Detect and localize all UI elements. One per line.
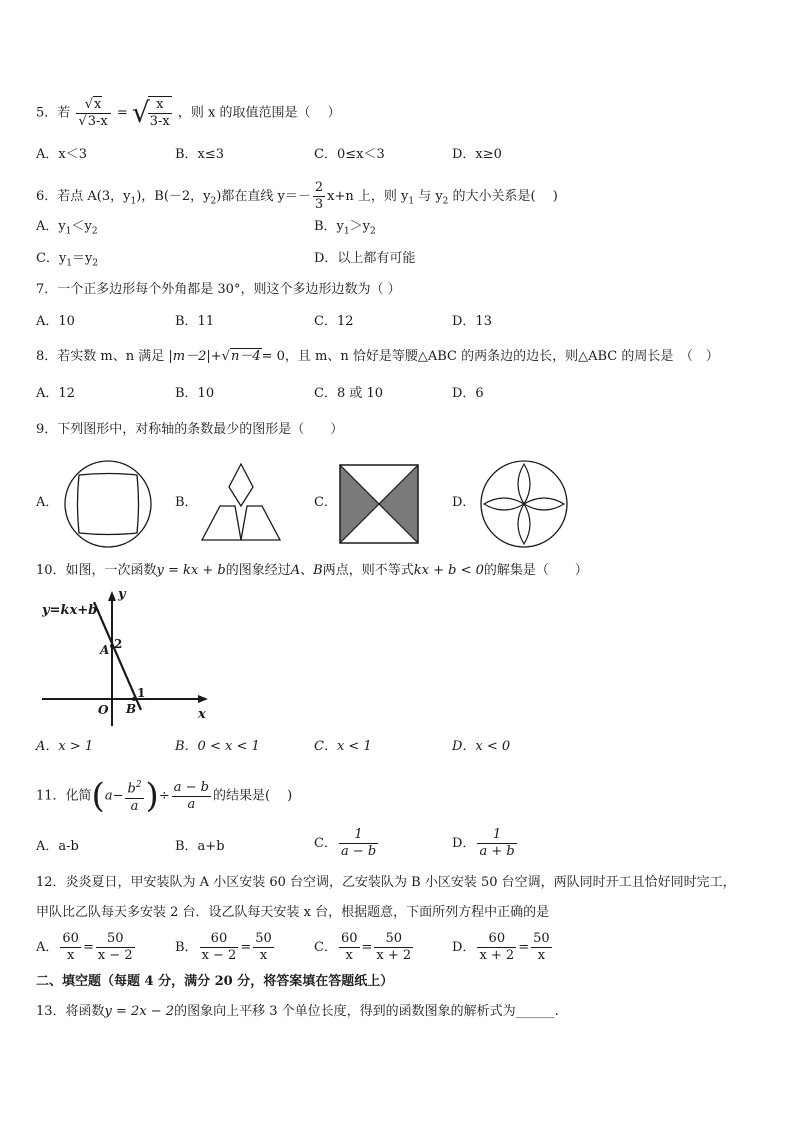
q5-option-a[interactable]: A．x＜3 <box>36 147 87 162</box>
q9-option-c[interactable]: C． <box>314 495 337 510</box>
q10-option-a[interactable]: A．x > 1 <box>36 739 94 754</box>
q12-option-a[interactable]: A． $\frac{60}{x}$ = $\frac{50}{x - 2}$ <box>36 931 133 963</box>
line-label: y=kx+b <box>42 603 98 618</box>
q7-option-c[interactable]: C．12 <box>314 314 354 329</box>
q5-option-b[interactable]: B．x≤3 <box>175 147 225 162</box>
q8-option-c[interactable]: C．8 或 10 <box>314 386 384 401</box>
q11-option-d[interactable]: D． $\frac{1}{a + b}$ <box>452 827 515 859</box>
q11-option-c[interactable]: C． $\frac{1}{a - b}$ <box>314 827 377 859</box>
q10-stem: 10．如图，一次函数y = kx + b的图象经过A、B两点，则不等式kx + b < 0的解集是（ ） <box>36 563 588 578</box>
q7-option-d[interactable]: D．13 <box>452 314 492 329</box>
q11-divisor-fraction: $\frac{a - b}{a}$ <box>173 779 209 812</box>
q6-fraction: $\frac{2}{3}$ <box>314 180 324 212</box>
q6-stem: 6．若点 A(3，$y_1$)，B(－2，$y_2$)都在直线 y＝－ $\frac{2}{3}$ x+n 上，则 $y_1$ 与 $y_2$ 的大小关系是( ) <box>36 180 558 212</box>
q10-graph <box>38 586 218 731</box>
q6-option-b[interactable]: B．$y_1>y_2$ <box>314 219 376 237</box>
q9-option-a[interactable]: A． <box>36 495 59 510</box>
q11-option-b[interactable]: B．a+b <box>175 839 225 854</box>
origin-label: O <box>98 703 109 717</box>
section-2-heading: 二、填空题（每题 4 分，满分 20 分，将答案填在答题纸上） <box>36 974 394 989</box>
x-axis-arrow-icon <box>198 695 208 703</box>
q8-abs-expr: |m－2| <box>168 349 211 364</box>
q9-stem: 9．下列图形中，对称轴的条数最少的图形是（ ） <box>36 422 344 437</box>
q5-option-c[interactable]: C．0≤x＜3 <box>314 147 385 162</box>
q12-stem-line1: 12．炎炎夏日，甲安装队为 A 小区安装 60 台空调，乙安装队为 B 小区安装 50 台空调，两队同时开工且恰好同时完工， <box>36 875 736 890</box>
q12-stem-line2: 甲队比乙队每天多安装 2 台．设乙队每天安装 x 台，根据题意，下面所列方程中正确的是 <box>36 905 550 920</box>
q9-option-d[interactable]: D． <box>452 495 476 510</box>
q7-stem: 7．一个正多边形每个外角都是 30°，则这个多边形边数为（ ） <box>36 282 401 297</box>
point-b <box>132 697 136 701</box>
q8-option-d[interactable]: D．6 <box>452 386 484 401</box>
q8-option-b[interactable]: B．10 <box>175 386 215 401</box>
q9-figure-b[interactable] <box>200 462 282 546</box>
q8-sqrt-expr: n－4 <box>230 349 261 364</box>
q9-option-b[interactable]: B． <box>175 495 198 510</box>
q7-option-b[interactable]: B．11 <box>175 314 215 329</box>
q7-option-a[interactable]: A．10 <box>36 314 75 329</box>
q8-option-a[interactable]: A．12 <box>36 386 75 401</box>
x-label: x <box>198 707 206 722</box>
q9-figure-d[interactable] <box>478 458 570 550</box>
q11-inner-fraction: $\frac{b^2}{a}$ <box>125 777 143 814</box>
q5-stem: 5．若 $\frac{√x}{√3-x}$ = √ $\frac{x}{3-x}$ ，则 x 的取值范围是（ ） <box>36 96 341 129</box>
q5-rhs-fraction: $\frac{x}{3-x}$ <box>149 97 170 129</box>
y-label: y <box>118 587 126 602</box>
q11-stem: 11．化简(a− $\frac{b^2}{a}$ )÷ $\frac{a - b}{a}$ 的结果是( ) <box>36 776 293 816</box>
q11-option-a[interactable]: A．a-b <box>36 839 79 854</box>
q12-option-d[interactable]: D． $\frac{60}{x + 2}$ = $\frac{50}{x}$ <box>452 931 550 963</box>
value-2-label: 2 <box>114 637 123 651</box>
q9-figure-c[interactable] <box>339 464 419 544</box>
q6-option-c[interactable]: C．$y_1=y_2$ <box>36 251 99 269</box>
q5-option-d[interactable]: D．x≥0 <box>452 147 502 162</box>
q6-option-a[interactable]: A．$y_1<y_2$ <box>36 219 98 237</box>
q10-option-c[interactable]: C．x < 1 <box>314 739 372 754</box>
q6-option-d[interactable]: D．以上都有可能 <box>314 251 416 266</box>
q12-option-c[interactable]: C． $\frac{60}{x}$ = $\frac{50}{x + 2}$ <box>314 931 412 963</box>
value-1-label: 1 <box>137 686 146 700</box>
q8-stem: 8．若实数 m、n 满足 |m－2|+√n－4= 0，且 m、n 恰好是等腰△ABC 的两条边的边长，则△ABC 的周长是 （ ） <box>36 349 719 364</box>
q13-answer-blank[interactable]: ______ <box>515 1004 555 1019</box>
q10-option-b[interactable]: B．0 < x < 1 <box>175 739 260 754</box>
q10-option-d[interactable]: D．x < 0 <box>452 739 511 754</box>
b-label: B <box>126 702 137 716</box>
q9-figure-a[interactable] <box>62 458 154 550</box>
a-label: A <box>100 643 110 657</box>
y-axis-arrow-icon <box>108 591 116 601</box>
q5-lhs-fraction: $\frac{√x}{√3-x}$ <box>76 97 110 130</box>
q13-stem: 13．将函数y = 2x − 2的图象向上平移 3 个单位长度，得到的函数图象的解析式为______. <box>36 1004 559 1019</box>
q12-option-b[interactable]: B． $\frac{60}{x - 2}$ = $\frac{50}{x}$ <box>175 931 272 963</box>
sqrt-symbol: √ <box>131 96 150 129</box>
